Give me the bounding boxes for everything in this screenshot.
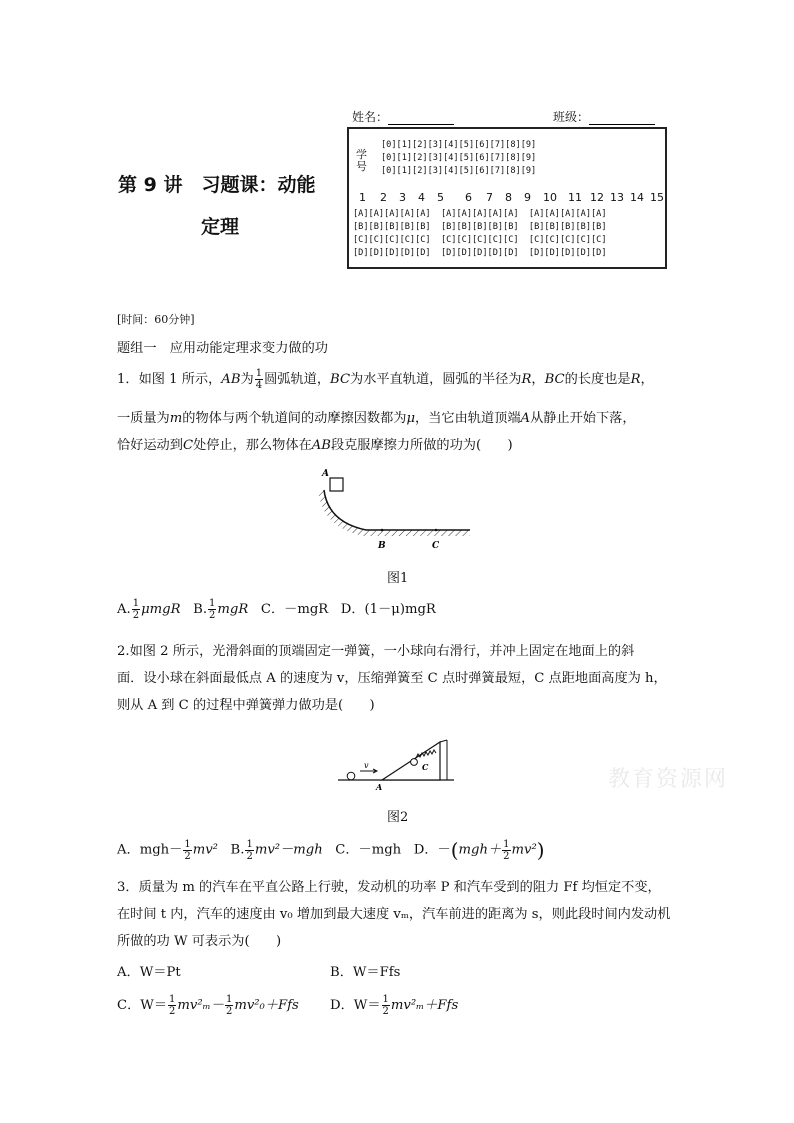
block	[330, 478, 343, 491]
label-v: v	[364, 761, 369, 770]
class-blank	[589, 112, 655, 125]
name-field	[352, 108, 454, 125]
question-number: 2	[380, 191, 387, 204]
choice-row-c[interactable]: [C][C][C][C][C] [C][C][C][C][C] [C][C][C][C][C]	[353, 235, 607, 245]
ball-c	[411, 759, 418, 766]
q3-line2: 在时间 t 内，汽车的速度由 v₀ 增加到最大速度 vₘ，汽车前进的距离为 s，则此段时间内发动机	[117, 907, 671, 922]
ground-hatch	[318, 490, 470, 536]
name-blank	[388, 112, 454, 125]
q2-options: A．mgh－ $\frac{1}{2}$ mv² B. $\frac{1}{2}$ mv²－mgh C．－mgh D．－(mgh＋ $\frac{1}{2}$ mv²)	[117, 838, 545, 862]
q2-line1: 2.如图 2 所示，光滑斜面的顶端固定一弹簧，一小球向右滑行，并冲上固定在地面上的斜	[117, 644, 635, 659]
q1-line3: 恰好运动到C处停止，那么物体在AB段克服摩擦力所做的功为( )	[117, 438, 513, 453]
q2-line2: 面．设小球在斜面最低点 A 的速度为 v，压缩弹簧至 C 点时弹簧最短，C 点距地面高度为 h，	[117, 671, 667, 686]
label-c: C	[432, 541, 440, 551]
class-label: 班级：	[553, 110, 590, 124]
ball	[347, 772, 355, 780]
q1-options: A. $\frac{1}{2}$ μmgR B. $\frac{1}{2}$ mgR C．－mgR D．(1－μ)mgR	[117, 598, 436, 621]
question-number: 13	[610, 191, 624, 204]
answer-card	[347, 127, 667, 269]
question-number: 7	[486, 191, 493, 204]
question-number: 6	[465, 191, 472, 204]
q3-line1: 3．质量为 m 的汽车在平直公路上行驶，发动机的功率 P 和汽车受到的阻力 Ff 均恒定不变，	[117, 880, 661, 895]
q3-option-d: D．W＝ $\frac{1}{2}$ mv²ₘ＋Ffs	[330, 994, 459, 1017]
question-number: 3	[399, 191, 406, 204]
question-number: 1	[359, 191, 366, 204]
figure-1-caption: 图1	[387, 571, 409, 586]
q3-option-b: B．W＝Ffs	[330, 965, 401, 980]
question-number: 11	[568, 191, 582, 204]
q1-quarter-fraction: $\frac{1}{4}$	[255, 368, 263, 391]
label-b: B	[378, 541, 386, 551]
question-number: 12	[590, 191, 604, 204]
q3-option-c: C．W＝ $\frac{1}{2}$ mv²ₘ－ $\frac{1}{2}$ mv²₀＋Ffs	[117, 994, 299, 1017]
q1-line2: 一质量为m的物体与两个轨道间的动摩擦因数都为μ，当它由轨道顶端A从静止开始下落，	[117, 411, 636, 426]
question-numbers	[349, 191, 665, 205]
figure-1	[310, 462, 480, 558]
question-number: 8	[505, 191, 512, 204]
page-title: 第 9 讲 习题课：动能	[118, 174, 316, 196]
q1-line1: 1．如图 1 所示，AB为 $\frac{1}{4}$ 圆弧轨道，BC为水平直轨道，圆弧的半径为R，BC的长度也是R，	[117, 368, 654, 391]
question-number: 14	[630, 191, 644, 204]
q2-line3: 则从 A 到 C 的过程中弹簧弹力做功是( )	[117, 698, 375, 713]
question-number: 10	[543, 191, 557, 204]
question-number: 5	[437, 191, 444, 204]
choice-row-d[interactable]: [D][D][D][D][D] [D][D][D][D][D] [D][D][D][D][D]	[353, 248, 607, 258]
name-label: 姓名：	[352, 110, 389, 124]
q3-line3: 所做的功 W 可表示为( )	[117, 934, 282, 949]
watermark: 教育资源网	[608, 767, 729, 792]
id-row-1[interactable]: [0][1][2][3][4][5][6][7][8][9]	[381, 140, 537, 150]
time-note: [时间：60分钟]	[117, 313, 195, 326]
choice-row-b[interactable]: [B][B][B][B][B] [B][B][B][B][B] [B][B][B][B][B]	[353, 222, 607, 232]
group-heading: 题组一 应用动能定理求变力做的功	[117, 341, 328, 356]
class-field	[553, 108, 655, 125]
id-row-3[interactable]: [0][1][2][3][4][5][6][7][8][9]	[381, 166, 537, 176]
id-row-2[interactable]: [0][1][2][3][4][5][6][7][8][9]	[381, 153, 537, 163]
label-a2: A	[376, 782, 383, 792]
figure-2	[338, 712, 458, 792]
label-a: A	[322, 469, 329, 479]
q3-option-a: A．W＝Pt	[117, 965, 181, 980]
figure-2-caption: 图2	[387, 810, 409, 825]
student-id-label: 学号	[356, 148, 367, 173]
choice-row-a[interactable]: [A][A][A][A][A] [A][A][A][A][A] [A][A][A][A][A]	[353, 209, 607, 219]
page-title-line2: 定理	[201, 216, 240, 238]
label-c2: C	[422, 762, 429, 772]
question-number: 15	[650, 191, 664, 204]
question-number: 9	[524, 191, 531, 204]
question-number: 4	[418, 191, 425, 204]
